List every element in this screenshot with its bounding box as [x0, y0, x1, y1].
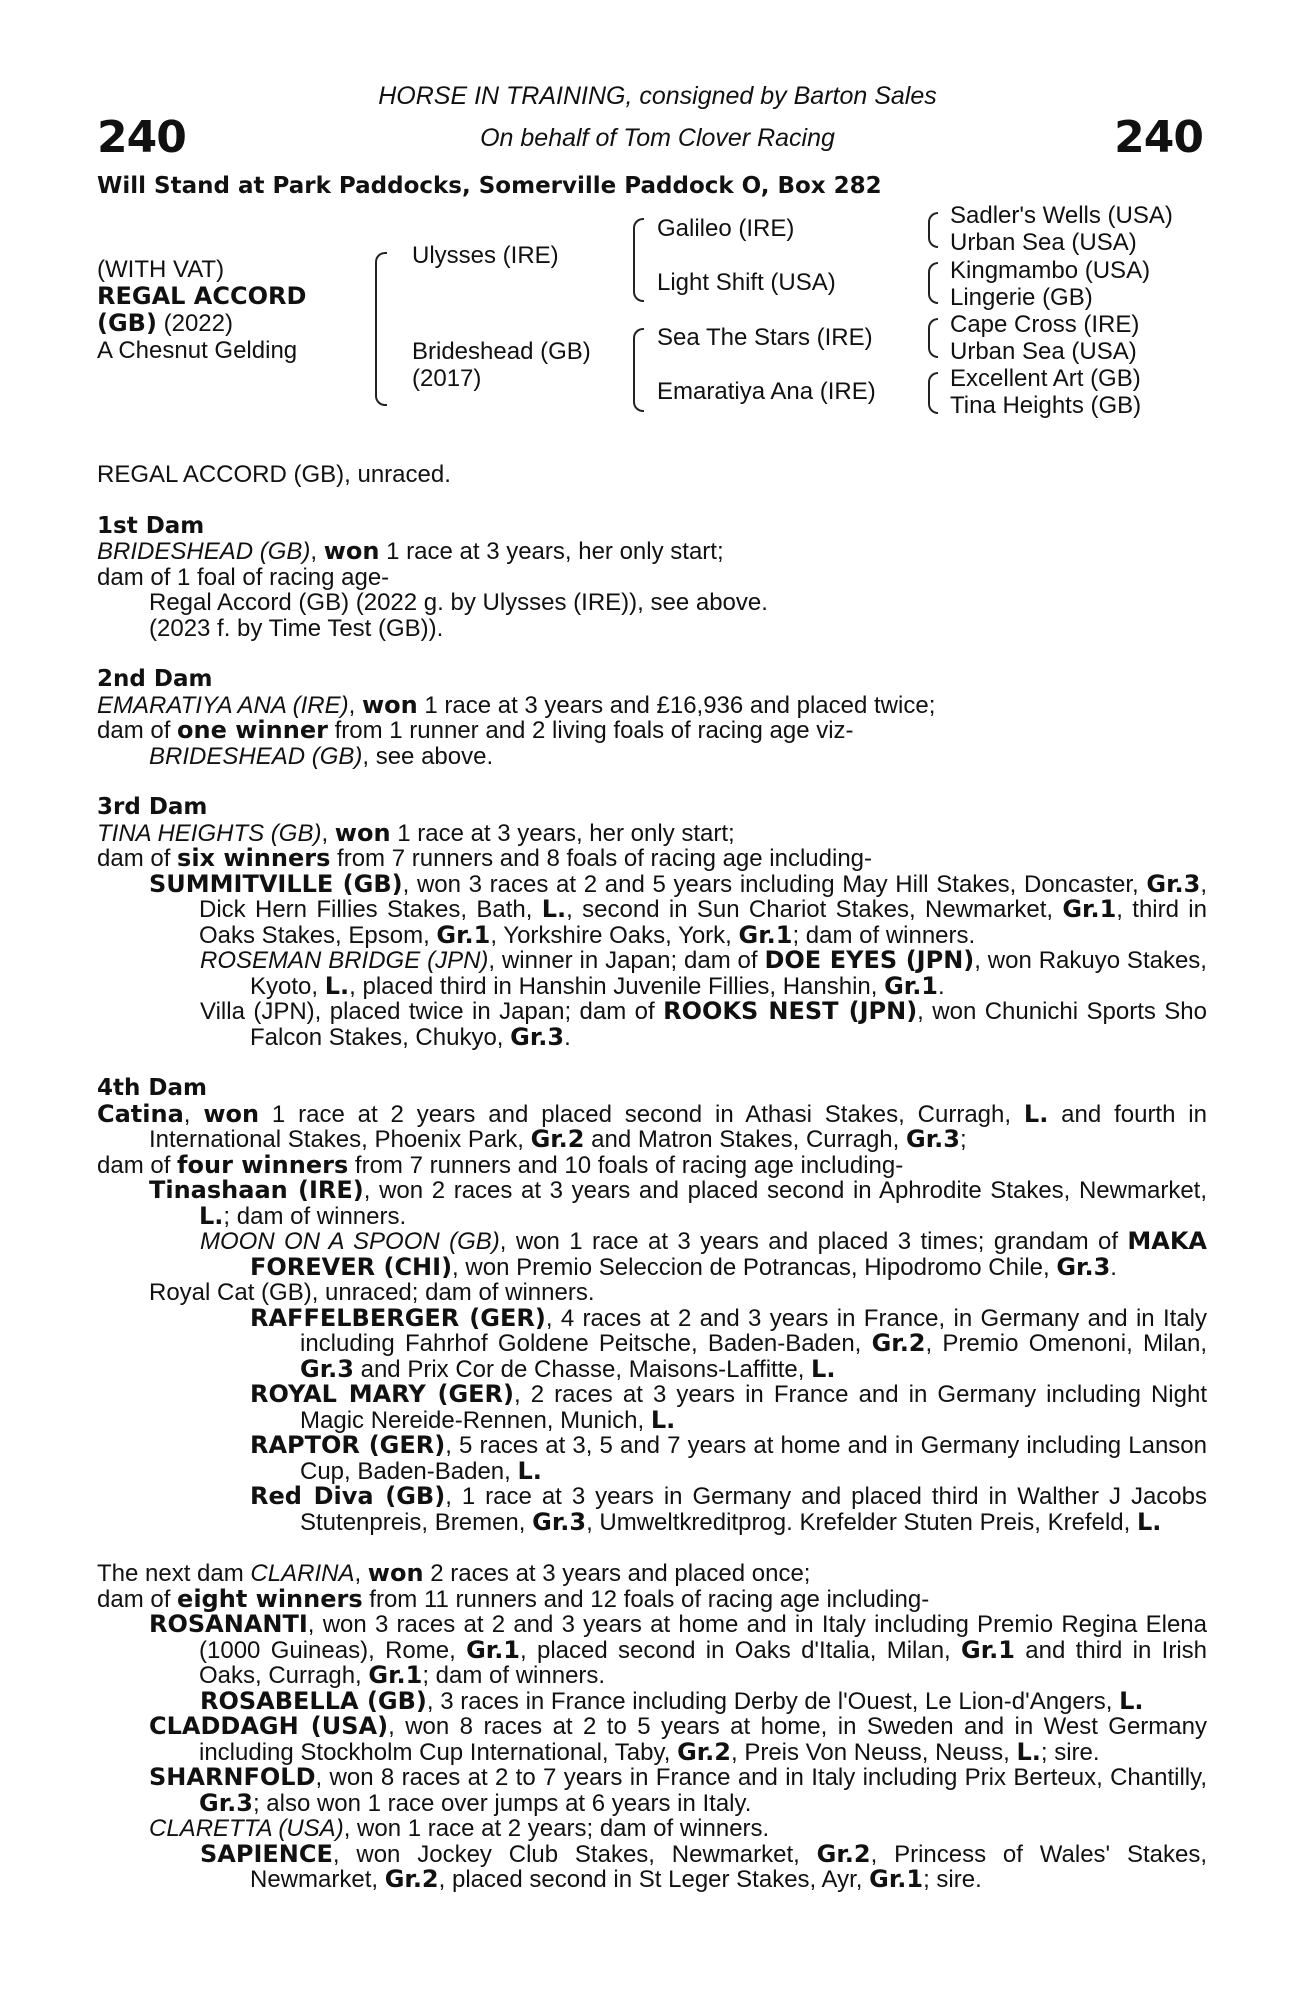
stand-location: Will Stand at Park Paddocks, Somerville Paddock O, Box 282 [97, 173, 882, 199]
pedigree-sire: Ulysses (IRE) [412, 242, 559, 269]
first-dam-foal-1: Regal Accord (GB) (2022 g. by Ulysses (IRE)), see above. [149, 589, 768, 616]
first-dam-record: BRIDESHEAD (GB), won 1 race at 3 years, her only start; [97, 537, 724, 565]
entry-moon-on-a-spoon: MOON ON A SPOON (GB), won 1 race at 3 years and placed 3 times; grandam of MAKA FOREVER (CHI), won Premio Seleccion de Potrancas, Hipodromo Chile, Gr.3. [200, 1227, 1208, 1281]
pedigree-sire-dam: Light Shift (USA) [657, 269, 836, 296]
behalf-line: On behalf of Tom Clover Racing [480, 124, 835, 152]
pedigree-gen3-2: Urban Sea (USA) [950, 229, 1137, 256]
brace-gen1 [375, 252, 387, 406]
horse-country: (GB) [97, 309, 157, 337]
fourth-dam-heading: 4th Dam [97, 1075, 207, 1101]
first-dam-foals: dam of 1 foal of racing age- [97, 563, 390, 591]
entry-tinashaan: Tinashaan (IRE), won 2 races at 3 years and placed second in Aphrodite Stakes, Newmarket, L.; dam of winners. [149, 1176, 1207, 1230]
pedigree-gen3-1: Sadler's Wells (USA) [950, 202, 1173, 229]
horse-year: (2022) [163, 310, 233, 337]
fourth-dam-foals: dam of four winners from 7 runners and 10 foals of racing age including- [97, 1150, 904, 1179]
entry-claddagh: CLADDAGH (USA), won 8 races at 2 to 5 years at home, in Sweden and in West Germany including Stockholm Cup International, Taby, Gr.2, Preis Von Neuss, Neuss, L.; sire. [149, 1712, 1207, 1766]
second-dam-foal-1: BRIDESHEAD (GB), see above. [149, 742, 494, 770]
first-dam-heading: 1st Dam [97, 512, 205, 539]
summary-line: REGAL ACCORD (GB), unraced. [97, 461, 451, 488]
pedigree-gen3-8: Tina Heights (GB) [950, 392, 1142, 419]
entry-claretta: CLARETTA (USA), won 1 race at 2 years; dam of winners. [149, 1815, 770, 1842]
lot-number-right: 240 [1114, 112, 1203, 163]
entry-sharnfold: SHARNFOLD, won 8 races at 2 to 7 years in France and in Italy including Prix Berteux, Chantilly, Gr.3; also won 1 race over jumps at 6 years in Italy. [149, 1763, 1207, 1817]
consignor-line: HORSE IN TRAINING, consigned by Barton Sales [378, 82, 937, 110]
horse-origin [97, 310, 306, 337]
lot-number-left: 240 [97, 112, 186, 163]
pedigree-dam-year: (2017) [412, 365, 482, 392]
entry-summitville: SUMMITVILLE (GB), won 3 races at 2 and 5 years including May Hill Stakes, Doncaster, Gr.3, Dick Hern Fillies Stakes, Bath, L., second in Sun Chariot Stakes, Newmarket, Gr.1, third in Oaks Stakes, Epsom, Gr.1, Yorkshire Oaks, York, Gr.1; dam of winners. [149, 869, 1207, 949]
entry-royal-mary: ROYAL MARY (GER), 2 races at 3 years in France and in Germany including Night Magic Nereide-Rennen, Munich, L. [250, 1380, 1207, 1434]
pedigree-gen3-3: Kingmambo (USA) [950, 257, 1151, 284]
brace-gen3-3 [928, 318, 938, 358]
pedigree-gen3-6: Urban Sea (USA) [950, 338, 1137, 365]
brace-sire [633, 218, 644, 302]
second-dam-record: EMARATIYA ANA (IRE), won 1 race at 3 years and £16,936 and placed twice; [97, 690, 936, 719]
second-dam-foals: dam of one winner from 1 runner and 2 living foals of racing age viz- [97, 716, 854, 744]
produce-record [97, 462, 1207, 1893]
pedigree-dam-dam: Emaratiya Ana (IRE) [657, 378, 876, 405]
entry-raptor: RAPTOR (GER), 5 races at 3, 5 and 7 years at home and in Germany including Lanson Cup, Baden-Baden, L. [250, 1431, 1208, 1485]
second-dam-heading: 2nd Dam [97, 666, 213, 692]
brace-gen3-4 [928, 372, 938, 414]
pedigree-gen3-4: Lingerie (GB) [950, 284, 1093, 311]
third-dam-foals: dam of six winners from 7 runners and 8 foals of racing age including- [97, 844, 873, 872]
entry-red-diva: Red Diva (GB), 1 race at 3 years in Germany and placed third in Walther J Jacobs Stutenpreis, Bremen, Gr.3, Umweltkreditprog. Krefelder Stuten Preis, Krefeld, L. [250, 1482, 1207, 1536]
third-dam-record: TINA HEIGHTS (GB), won 1 race at 3 years, her only start; [97, 818, 735, 847]
brace-gen3-2 [928, 262, 938, 304]
fourth-dam-record: Catina, won 1 race at 2 years and placed second in Athasi Stakes, Curragh, L. and fourth in International Stakes, Phoenix Park, Gr.2 and Matron Stakes, Curragh, Gr.3; [97, 1099, 1207, 1153]
pedigree-gen3-7: Excellent Art (GB) [950, 365, 1141, 392]
horse-info [97, 256, 306, 364]
horse-name: REGAL ACCORD [97, 282, 307, 310]
pedigree-dam-sire: Sea The Stars (IRE) [657, 324, 873, 351]
pedigree-gen3-5: Cape Cross (IRE) [950, 311, 1140, 338]
entry-rosabella: ROSABELLA (GB), 3 races in France including Derby de l'Ouest, Le Lion-d'Angers, L. [200, 1686, 1144, 1715]
next-dam-foals: dam of eight winners from 11 runners and 12 foals of racing age including- [97, 1584, 930, 1613]
entry-roseman-bridge: ROSEMAN BRIDGE (JPN), winner in Japan; dam of DOE EYES (JPN), won Rakuyo Stakes, Kyoto, L., placed third in Hanshin Juvenile Fillies, Hanshin, Gr.1. [200, 946, 1207, 1000]
vat-label: (WITH VAT) [97, 256, 225, 283]
pedigree-sire-sire: Galileo (IRE) [657, 215, 795, 242]
brace-dam [633, 328, 644, 412]
first-dam-foal-2: (2023 f. by Time Test (GB)). [149, 614, 444, 642]
next-dam-record: The next dam CLARINA, won 2 races at 3 years and placed once; [97, 1559, 811, 1587]
entry-rosananti: ROSANANTI, won 3 races at 2 and 3 years at home and in Italy including Premio Regina Elena (1000 Guineas), Rome, Gr.1, placed second in Oaks d'Italia, Milan, Gr.1 and third in Irish Oaks, Curragh, Gr.1; dam of winners. [149, 1610, 1208, 1689]
entry-villa: Villa (JPN), placed twice in Japan; dam of ROOKS NEST (JPN), won Chunichi Sports Sho Falcon Stakes, Chukyo, Gr.3. [200, 997, 1207, 1051]
pedigree-dam: Brideshead (GB) [412, 338, 591, 365]
brace-gen3-1 [928, 212, 938, 248]
horse-description: A Chesnut Gelding [97, 337, 298, 364]
entry-raffelberger: RAFFELBERGER (GER), 4 races at 2 and 3 years in France, in Germany and in Italy including Fahrhof Goldene Peitsche, Baden-Baden, Gr.2, Premio Omenoni, Milan, Gr.3 and Prix Cor de Chasse, Maisons-Laffitte, L. [250, 1303, 1208, 1383]
third-dam-heading: 3rd Dam [97, 794, 208, 820]
entry-royal-cat: Royal Cat (GB), unraced; dam of winners. [149, 1279, 595, 1306]
entry-sapience: SAPIENCE, won Jockey Club Stakes, Newmarket, Gr.2, Princess of Wales' Stakes, Newmarket, Gr.2, placed second in St Leger Stakes, Ayr, Gr.1; sire. [200, 1839, 1207, 1893]
